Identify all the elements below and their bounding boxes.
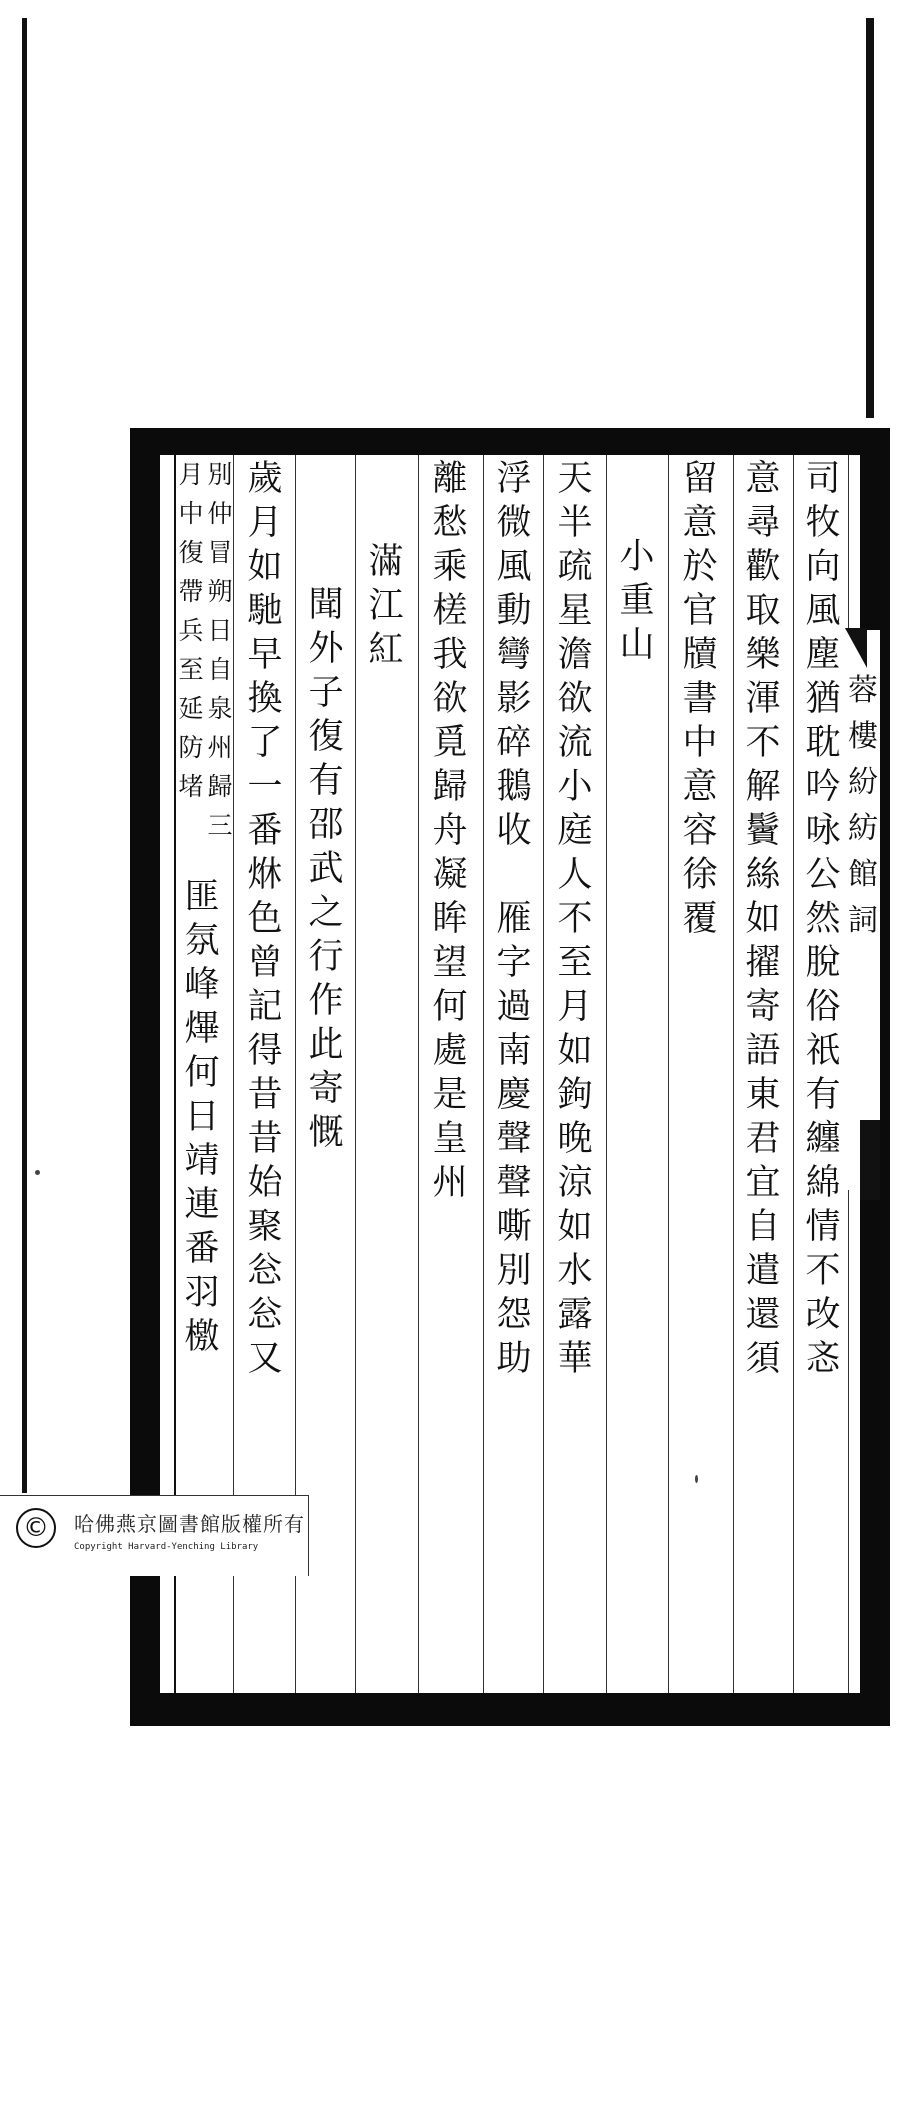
glyph: 昔 [247,1119,283,1159]
glyph: 小 [557,767,593,807]
glyph: 寄 [745,987,781,1027]
glyph: 庭 [557,811,593,851]
glyph: 曾 [247,943,283,983]
glyph: 眸 [432,899,468,939]
glyph: 祇 [805,1031,841,1071]
glyph: 皇 [432,1119,468,1159]
glyph: 綿 [805,1163,841,1203]
glyph: 帶 [178,577,204,606]
text-column [553,459,597,1690]
glyph: 意 [682,503,718,543]
glyph: 小 [619,537,655,577]
glyph: 如 [247,547,283,587]
glyph: 羽 [184,1273,220,1313]
glyph: 重 [619,581,655,621]
glyph: 仲 [207,499,233,528]
glyph: 歲 [247,459,283,499]
glyph: 兵 [178,616,204,645]
glyph: 助 [496,1339,532,1379]
glyph: 烌 [247,855,283,895]
glyph: 俗 [805,987,841,1027]
glyph: 江 [368,586,404,626]
glyph: 了 [247,723,283,763]
glyph: 影 [496,679,532,719]
glyph: 不 [745,723,781,763]
glyph: 又 [247,1339,283,1379]
glyph: 塵 [805,635,841,675]
glyph: 於 [682,547,718,587]
glyph: 州 [432,1163,468,1203]
glyph: 慶 [496,1075,532,1115]
glyph: 延 [178,694,204,723]
glyph: 鬢 [745,811,781,851]
spine-glyph: 詞 [848,903,878,938]
glyph: 留 [682,459,718,499]
glyph: 尋 [745,503,781,543]
glyph: 滿 [368,542,404,582]
glyph: 至 [178,655,204,684]
glyph: 武 [308,849,344,889]
glyph: 風 [496,547,532,587]
glyph: 一 [247,767,283,807]
glyph: 天 [557,459,593,499]
glyph: 色 [247,899,283,939]
glyph: 澹 [557,635,593,675]
text-column [492,459,536,1690]
glyph: 情 [805,1207,841,1247]
glyph: 覓 [432,723,468,763]
glyph: 子 [308,673,344,713]
glyph: 月 [557,987,593,1027]
text-column [801,459,845,1690]
glyph: 邵 [308,805,344,845]
glyph: 昔 [247,1075,283,1115]
spine-glyph: 館 [848,857,878,892]
text-column [741,459,785,1690]
glyph: 忩 [247,1251,283,1291]
text-column [180,877,224,2108]
glyph: 乘 [432,547,468,587]
glyph: 聲 [496,1163,532,1203]
glyph: 堵 [178,772,204,801]
glyph: 解 [745,767,781,807]
glyph: 不 [557,899,593,939]
glyph: 聲 [496,1119,532,1159]
spine-glyph: 蓉 [848,673,878,708]
glyph: 復 [308,717,344,757]
glyph: 朔 [207,577,233,606]
copyright-chinese: 哈佛燕京圖書館版權所有 [74,1512,305,1536]
glyph: 如 [745,899,781,939]
glyph: 纏 [805,1119,841,1159]
glyph: 須 [745,1339,781,1379]
glyph: 南 [496,1031,532,1071]
glyph: 何 [432,987,468,1027]
glyph: 之 [308,893,344,933]
glyph: 望 [432,943,468,983]
spine-glyph: 樓 [848,719,878,754]
glyph: 意 [745,459,781,499]
glyph: 行 [308,937,344,977]
glyph: 欲 [432,679,468,719]
glyph: 渾 [745,679,781,719]
glyph: 山 [619,625,655,665]
left-margin-rule [22,18,27,1493]
glyph: 流 [557,723,593,763]
glyph: 至 [557,943,593,983]
glyph: 官 [682,591,718,631]
glyph: 半 [557,503,593,543]
glyph: 換 [247,679,283,719]
glyph: 何 [184,1053,220,1093]
copyright-stamp [0,1495,309,1576]
glyph: 檄 [184,1317,220,1357]
glyph: 牘 [682,635,718,675]
glyph: 脫 [805,943,841,983]
glyph: 猶 [805,679,841,719]
glyph: 碎 [496,723,532,763]
glyph: 語 [745,1031,781,1071]
glyph: 絲 [745,855,781,895]
spine-glyph: 紡 [848,811,878,846]
glyph: 雁 [496,899,532,939]
glyph: 作 [308,981,344,1021]
spine-glyph: 紛 [848,765,878,800]
glyph: 連 [184,1185,220,1225]
glyph: 晚 [557,1119,593,1159]
glyph: 君 [745,1119,781,1159]
glyph: 露 [557,1295,593,1335]
glyph: 日 [184,1097,220,1137]
glyph: 始 [247,1163,283,1203]
glyph: 中 [178,499,204,528]
column-separator [543,455,544,1693]
glyph: 歸 [207,772,233,801]
glyph: 處 [432,1031,468,1071]
glyph: 番 [247,811,283,851]
glyph: 峰 [184,965,220,1005]
glyph: 司 [805,459,841,499]
glyph: 月 [247,503,283,543]
glyph: 意 [682,767,718,807]
glyph: 風 [805,591,841,631]
column-separator [418,455,419,1693]
glyph: 宜 [745,1163,781,1203]
preface-column [304,585,348,1816]
glyph: 星 [557,591,593,631]
glyph: 牧 [805,503,841,543]
glyph: 不 [805,1251,841,1291]
glyph: 耽 [805,723,841,763]
ink-speck [35,1170,40,1175]
glyph: 欲 [557,679,593,719]
glyph: 擢 [745,943,781,983]
glyph: 遣 [745,1251,781,1291]
glyph: 華 [557,1339,593,1379]
glyph: 氛 [184,921,220,961]
glyph: 自 [207,655,233,684]
glyph: 還 [745,1295,781,1335]
spine-ornament [845,628,867,668]
glyph: 過 [496,987,532,1027]
glyph: 槎 [432,591,468,631]
glyph: 向 [805,547,841,587]
column-separator [793,455,794,1693]
glyph: 復 [178,538,204,567]
glyph: 我 [432,635,468,675]
glyph: 容 [682,811,718,851]
spine-shadow [860,1120,880,1200]
glyph: 微 [496,503,532,543]
glyph: 有 [805,1075,841,1115]
glyph: 愁 [432,503,468,543]
column-separator [606,455,607,1693]
glyph: 防 [178,733,204,762]
glyph: 書 [682,679,718,719]
glyph: 忩 [247,1295,283,1335]
copyright-english: Copyright Harvard-Yenching Library [74,1542,259,1552]
glyph: 舟 [432,811,468,851]
text-column [678,459,722,1690]
glyph: 是 [432,1075,468,1115]
glyph: 公 [805,855,841,895]
glyph: 改 [805,1295,841,1335]
glyph: 嘶 [496,1207,532,1247]
glyph: 鵝 [496,767,532,807]
glyph: 自 [745,1207,781,1247]
glyph: 動 [496,591,532,631]
glyph: 靖 [184,1141,220,1181]
text-column [428,459,472,1690]
glyph: 冒 [207,538,233,567]
glyph: 外 [308,629,344,669]
glyph [492,858,536,902]
glyph: 徐 [682,855,718,895]
glyph: 涼 [557,1163,593,1203]
glyph: 疏 [557,547,593,587]
glyph: 記 [247,987,283,1027]
copyright-icon: © [16,1508,56,1548]
glyph: 早 [247,635,283,675]
glyph: 馳 [247,591,283,631]
glyph: 泉 [207,694,233,723]
column-separator [355,455,356,1693]
glyph: 取 [745,591,781,631]
glyph: 別 [496,1251,532,1291]
glyph: 覆 [682,899,718,939]
glyph: 咏 [805,811,841,851]
glyph: 寄 [308,1069,344,1109]
glyph: 如 [557,1031,593,1071]
glyph: 彎 [496,635,532,675]
glyph: 番 [184,1229,220,1269]
glyph: 怨 [496,1295,532,1335]
glyph: 離 [432,459,468,499]
glyph: 東 [745,1075,781,1115]
glyph: 然 [805,899,841,939]
facing-page-edge [866,18,874,418]
glyph: 月 [178,460,204,489]
glyph: 得 [247,1031,283,1071]
glyph: 人 [557,855,593,895]
glyph: 三 [207,811,233,840]
glyph: 字 [496,943,532,983]
glyph: 鉤 [557,1075,593,1115]
glyph: 忞 [805,1339,841,1379]
glyph: 收 [496,811,532,851]
poem-title-column [615,537,659,1768]
column-separator [733,455,734,1693]
glyph: 中 [682,723,718,763]
column-separator [668,455,669,1693]
glyph: 州 [207,733,233,762]
glyph: 紅 [368,630,404,670]
column-separator [483,455,484,1693]
glyph: 聞 [308,585,344,625]
glyph: 日 [207,616,233,645]
glyph: 凝 [432,855,468,895]
glyph: 聚 [247,1207,283,1247]
glyph: 水 [557,1251,593,1291]
glyph: 有 [308,761,344,801]
glyph: 樂 [745,635,781,675]
poem-title-column [364,542,408,1773]
glyph: 歡 [745,547,781,587]
glyph: 此 [308,1025,344,1065]
glyph: 匪 [184,877,220,917]
glyph: 吟 [805,767,841,807]
glyph: 慨 [308,1113,344,1153]
glyph: 浮 [496,459,532,499]
ink-speck [695,1475,698,1483]
glyph: 熚 [184,1009,220,1049]
glyph: 如 [557,1207,593,1247]
glyph: 歸 [432,767,468,807]
glyph: 別 [207,460,233,489]
